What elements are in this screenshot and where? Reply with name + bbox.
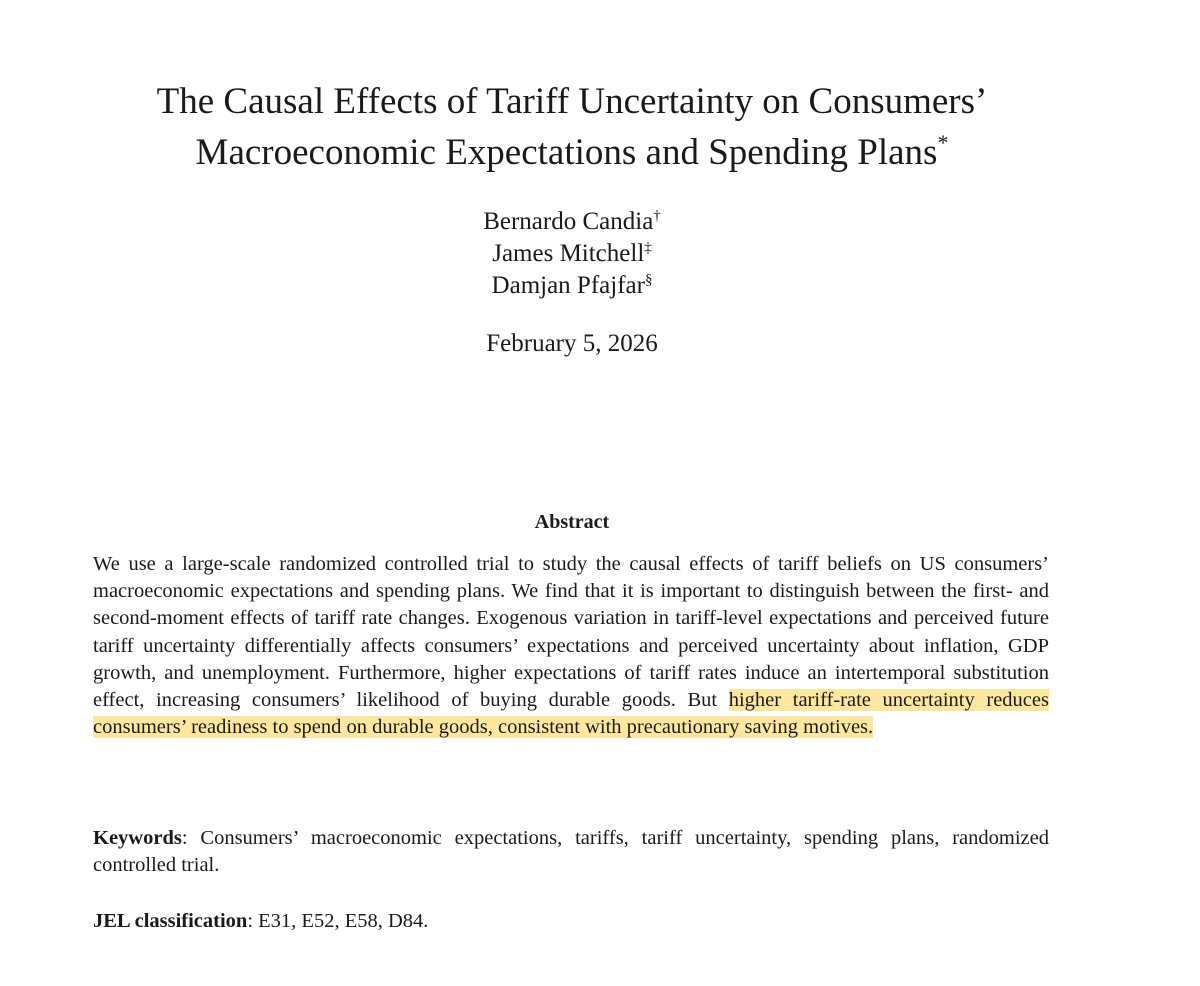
- author-name: Bernardo Candia: [483, 208, 654, 235]
- abstract-highlighted-text: higher tariff-rate uncertainty reduces consumers’ readiness to spend on durable goods, consistent with precautionary saving motives.: [93, 689, 1049, 739]
- author-list: [60, 206, 1084, 302]
- abstract-heading: Abstract: [534, 511, 610, 533]
- author: [60, 238, 1084, 270]
- jel-label: JEL classification: [93, 910, 248, 932]
- paper-date: February 5, 2026: [486, 330, 658, 357]
- title-line-2: Macroeconomic Expectations and Spending Plans: [195, 132, 938, 173]
- jel-paragraph: [93, 908, 1049, 935]
- author-footnote-mark: †: [653, 208, 661, 224]
- title-footnote-mark: *: [937, 130, 949, 155]
- author: [60, 270, 1084, 302]
- author-name: Damjan Pfajfar: [491, 272, 645, 299]
- keywords-label: Keywords: [93, 827, 182, 849]
- author-name: James Mitchell: [492, 240, 645, 267]
- keywords-text: : Consumers’ macroeconomic expectations, tariffs, tariff uncertainty, spending plans, randomized controlled trial.: [93, 827, 1049, 877]
- author-footnote-mark: ‡: [644, 240, 652, 256]
- author: [60, 206, 1084, 238]
- title-line-1: The Causal Effects of Tariff Uncertainty on Consumers’: [156, 81, 988, 122]
- keywords-paragraph: [93, 825, 1049, 879]
- author-footnote-mark: §: [644, 272, 653, 288]
- abstract-text: We use a large-scale randomized controlled trial to study the causal effects of tariff beliefs on US consumers’ macroeconomic expectations and spending plans. We find that it is important to distinguish between the first- and second-moment effects of tariff rate changes. Exogenous variation in tariff-level expectations and perceived future tariff uncertainty differentially affects consumers’ expectations and perceived uncertainty about inflation, GDP growth, and unemployment. Furthermore, higher expectations of tariff rates induce an intertemporal substitution effect, increasing consumers’ likelihood of buying durable goods. But: [93, 553, 1049, 712]
- abstract-body: [93, 551, 1049, 741]
- jel-text: : E31, E52, E58, D84.: [247, 910, 429, 932]
- paper-title: [60, 76, 1084, 178]
